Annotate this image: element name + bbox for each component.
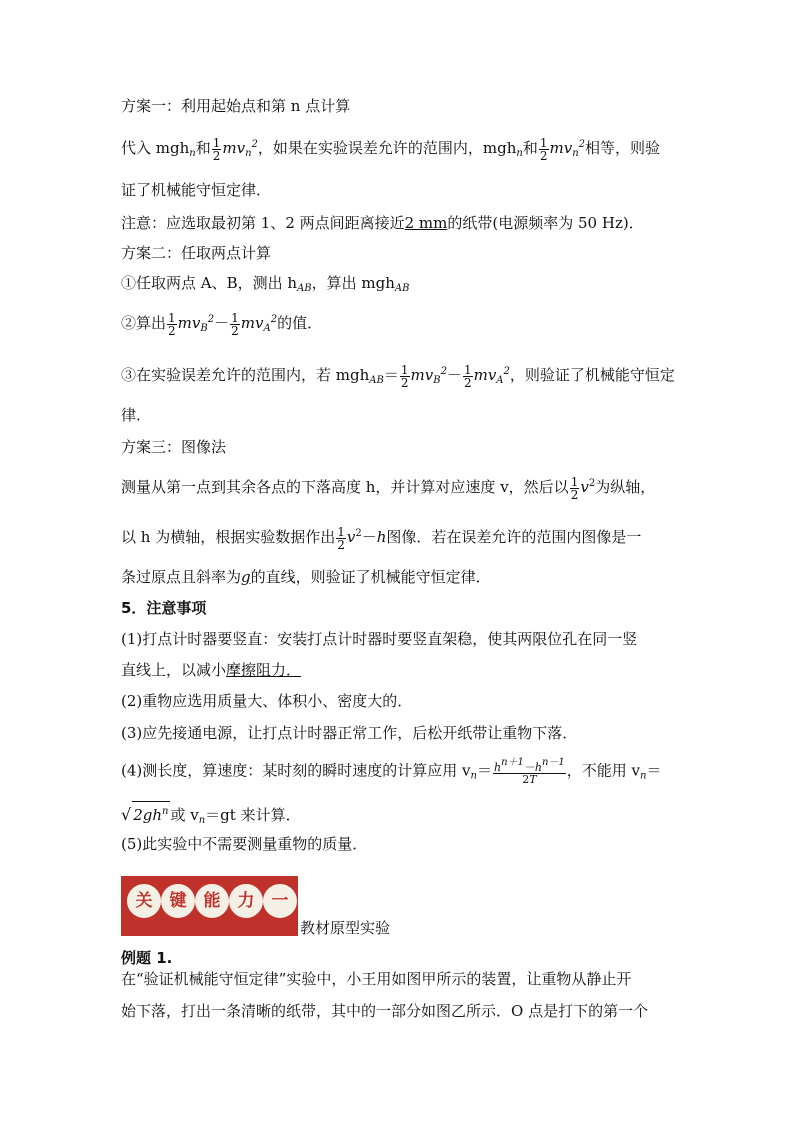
plan2-title: 方案二：任取两点计算 xyxy=(121,244,272,262)
note-4: (4)测长度，算速度：某时刻的瞬时速度的计算应用 $v_n=$ $\frac{hn+1-hn-1}{2T}$ ，不能用 $v_n=$ xyxy=(121,757,662,786)
note-5: (5)此实验中不需要测量重物的质量． xyxy=(121,835,368,853)
key-ability-banner xyxy=(121,876,298,936)
plan1-line1: 代入 mgh$_n$和 $\frac{1}{2}$ $mv_n^2$，如果在实验误差允许的范围内，mgh$_n$和 $\frac{1}{2}$ $mv_n^2$相等，则验 xyxy=(121,135,661,163)
example-line2: 始下落，打出一条清晰的纸带，其中的一部分如图乙所示．O 点是打下的第一个 xyxy=(121,1002,649,1020)
note-2: (2)重物应选用质量大、体积小、密度大的． xyxy=(121,692,413,710)
example-line1: 在“验证机械能守恒定律”实验中，小王用如图甲所示的装置，让重物从静止开 xyxy=(121,970,632,988)
plan1-note: 注意：应选取最初第 1、2 两点间距离接近2 mm的纸带(电源频率为 50 Hz)． xyxy=(121,214,644,232)
plan2-step2: ②算出 $\frac{1}{2}$ $mv_B^2-$ $\frac{1}{2}$ $mv_A^2$的值． xyxy=(121,310,323,338)
banner-char-badge: 一 xyxy=(263,884,297,918)
plan2-step3: ③在实验误差允许的范围内，若 mgh$_{AB}$＝ $\frac{1}{2}$ $mv_B^2-$ $\frac{1}{2}$ $mv_A^2$，则验证了机械能守恒定 xyxy=(121,362,675,390)
banner-char-badge: 能 xyxy=(195,884,229,918)
note-4-cont: √ $2gh^n$ 或 $v_n=gt$ 来计算． xyxy=(121,801,301,831)
banner-caption: 教材原型实验 xyxy=(300,919,391,937)
notes-title: 5．注意事项 xyxy=(121,599,207,617)
banner-char-badge: 键 xyxy=(161,884,195,918)
note-3: (3)应先接通电源，让打点计时器正常工作，后松开纸带让重物下落． xyxy=(121,724,578,742)
plan1-title: 方案一：利用起始点和第 n 点计算 xyxy=(121,97,351,115)
plan3-line1: 测量从第一点到其余各点的下落高度 h，并计算对应速度 v，然后以 $\frac{1}{2}$ $v^2$为纵轴， xyxy=(121,474,656,502)
plan2-step1: ①任取两点 A、B，测出 $h_{AB}$，算出 mgh$_{AB}$ xyxy=(121,274,410,294)
note-1: (1)打点计时器要竖直：安装打点计时器时要竖直架稳，使其两限位孔在同一竖 xyxy=(121,630,638,648)
banner-char-badge: 关 xyxy=(127,884,161,918)
plan3-title: 方案三：图像法 xyxy=(121,438,227,456)
note-1-cont: 直线上，以减小摩擦阻力． xyxy=(121,661,302,679)
plan3-line2: 以 h 为横轴，根据实验数据作出 $\frac{1}{2}$ $v^2-h$图像．若在误差允许的范围内图像是一 xyxy=(121,524,642,552)
banner-char-badge: 力 xyxy=(229,884,263,918)
example-title: 例题 1. xyxy=(121,949,173,967)
plan1-line2: 证了机械能守恒定律． xyxy=(121,181,272,199)
plan3-line3: 条过原点且斜率为g的直线，则验证了机械能守恒定律． xyxy=(121,568,491,586)
plan2-step3-cont: 律． xyxy=(121,406,152,424)
